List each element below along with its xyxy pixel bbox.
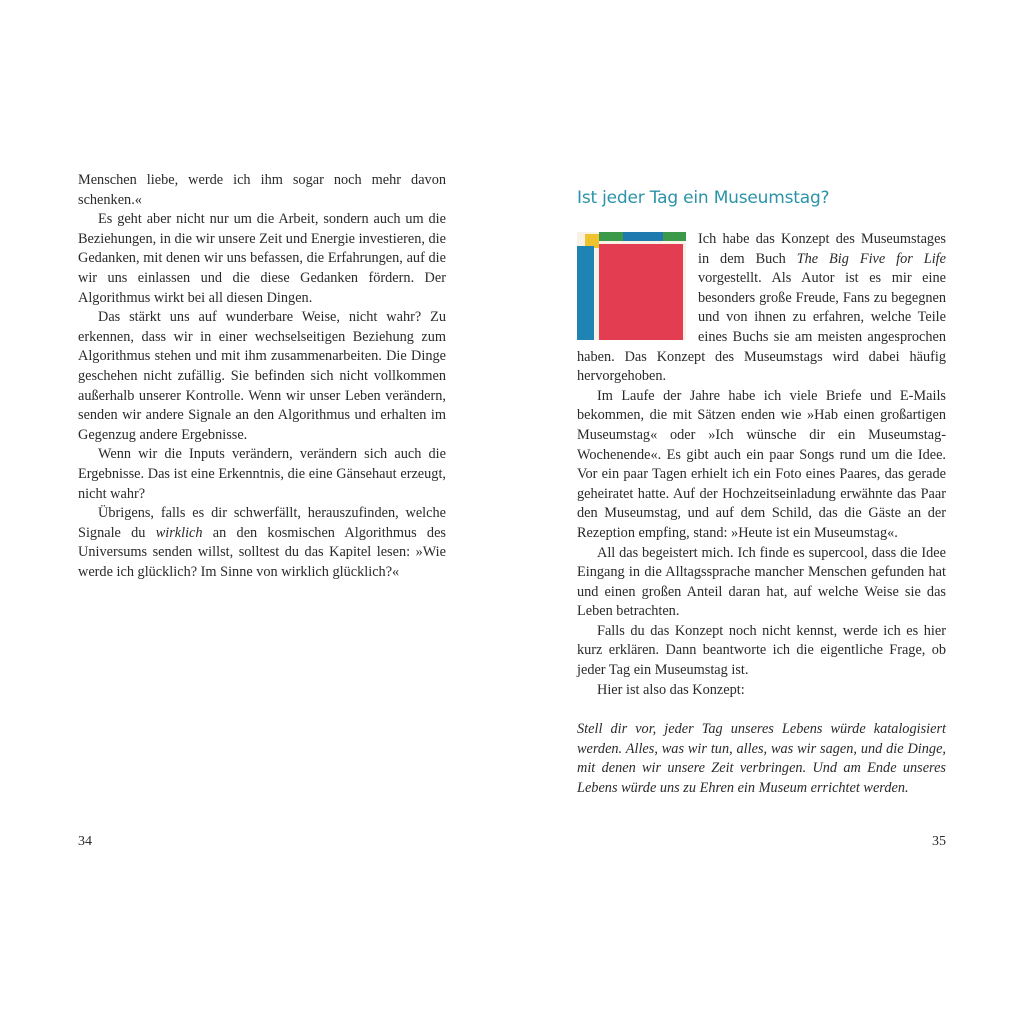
page-number-left: 34 [78,834,92,849]
quote: Stell dir vor, jeder Tag unseres Lebens würde katalogisiert werden. Alles, was wir tun, alles, was wir sagen, und die Dinge, mit denen wir unsere Zeit verbringen. Und am Ende unseres Lebens würde uns zu Ehren ein Museum errichtet werden. [577,721,946,797]
paragraph: Das stärkt uns auf wunderbare Weise, nicht wahr? Zu erkennen, dass wir in einer wechselseitigen Beziehung zum Algorithmus stehen und mit ihm zusammenarbeiten. Die Dinge geschehen nicht zufällig. Sie befinden sich nicht vollkommen außerhalb unserer Kontrolle. Wenn wir unser Leben verändern, senden wir andere Signale an den Algorithmus und erhalten im Gegenzug andere Ergebnisse. [78,309,446,443]
painting-red-field [599,244,683,340]
paragraph: Wenn wir die Inputs verändern, verändern sich auch die Ergebnisse. Das ist eine Erkenntnis, die eine Gänsehaut erzeugt, nicht wahr? [78,446,446,502]
section-heading: Ist jeder Tag ein Museumstag? [577,188,830,208]
paragraph: Menschen liebe, werde ich ihm sogar noch mehr davon schenken.« [78,172,446,208]
text-run: an den kosmischen Algorithmus des Universums senden willst, solltest du das Kapitel lesen: »Wie werde ich glücklich? Im Sinne von wirklich glücklich?« [78,524,446,580]
spacer [577,700,946,720]
paragraph: All das begeistert mich. Ich finde es supercool, dass die Idee Eingang in die Alltagssprache mancher Menschen gefunden hat und einen großen Anteil daran hat, auf welche Weise sie das Leben betrachten. [577,544,946,620]
text-run: Übrigens, falls es dir schwerfällt, herauszufinden, welche Signale du [78,505,446,541]
emphasis: wirklich [155,524,203,541]
paragraph: Im Laufe der Jahre habe ich viele Briefe und E-Mails bekommen, die mit Sätzen enden wie »Hab einen großartigen Museumstag« oder »Ich wünsche dir ein Museumstag-Wochenende«. Es gibt auch ein paar Songs rund um die Idee. Vor ein paar Tagen erhielt ich ein Foto eines Paares, das gerade geheiratet hatte. Auf der Hochzeitseinladung erwähnte das Paar den Museumstag, und auf dem Schild, das die Gäste an der Rezeption empfing, stand: »Heute ist ein Museumstag«. [577,387,946,541]
page-number-right: 35 [932,834,946,849]
painting-illustration [577,232,686,340]
text-run: Ich habe das Konzept des Museumstages in dem Buch [698,231,946,267]
book-title: The Big Five for Life [796,250,946,267]
right-page-text [577,230,946,799]
text-run: vorgestellt. Als Autor ist es mir eine besonders große Freude, Fans zu begegnen und von ihnen zu erfahren, welche Teile eines Buchs sie am meisten angesprochen haben. Das Konzept des Museumstags wird dabei häufig hervorgehoben. [577,270,946,385]
left-page-text [78,171,446,582]
paragraph: Es geht aber nicht nur um die Arbeit, sondern auch um die Beziehungen, in die wir unsere Zeit und Energie investieren, die Gedanken, mit denen wir uns befassen, die Erfahrungen, auf die wir uns einlassen und die diese Gedanken fördern. Der Algorithmus wirkt bei all diesen Dingen. [78,211,446,306]
paragraph [78,504,446,582]
painting-top-band-accent [623,232,663,241]
paragraph: Hier ist also das Konzept: [597,681,745,698]
paragraph: Falls du das Konzept noch nicht kennst, werde ich es hier kurz erklären. Dann beantworte ich die eigentliche Frage, ob jeder Tag ein Museumstag ist. [577,622,946,679]
painting-blue-stripe [577,246,594,340]
